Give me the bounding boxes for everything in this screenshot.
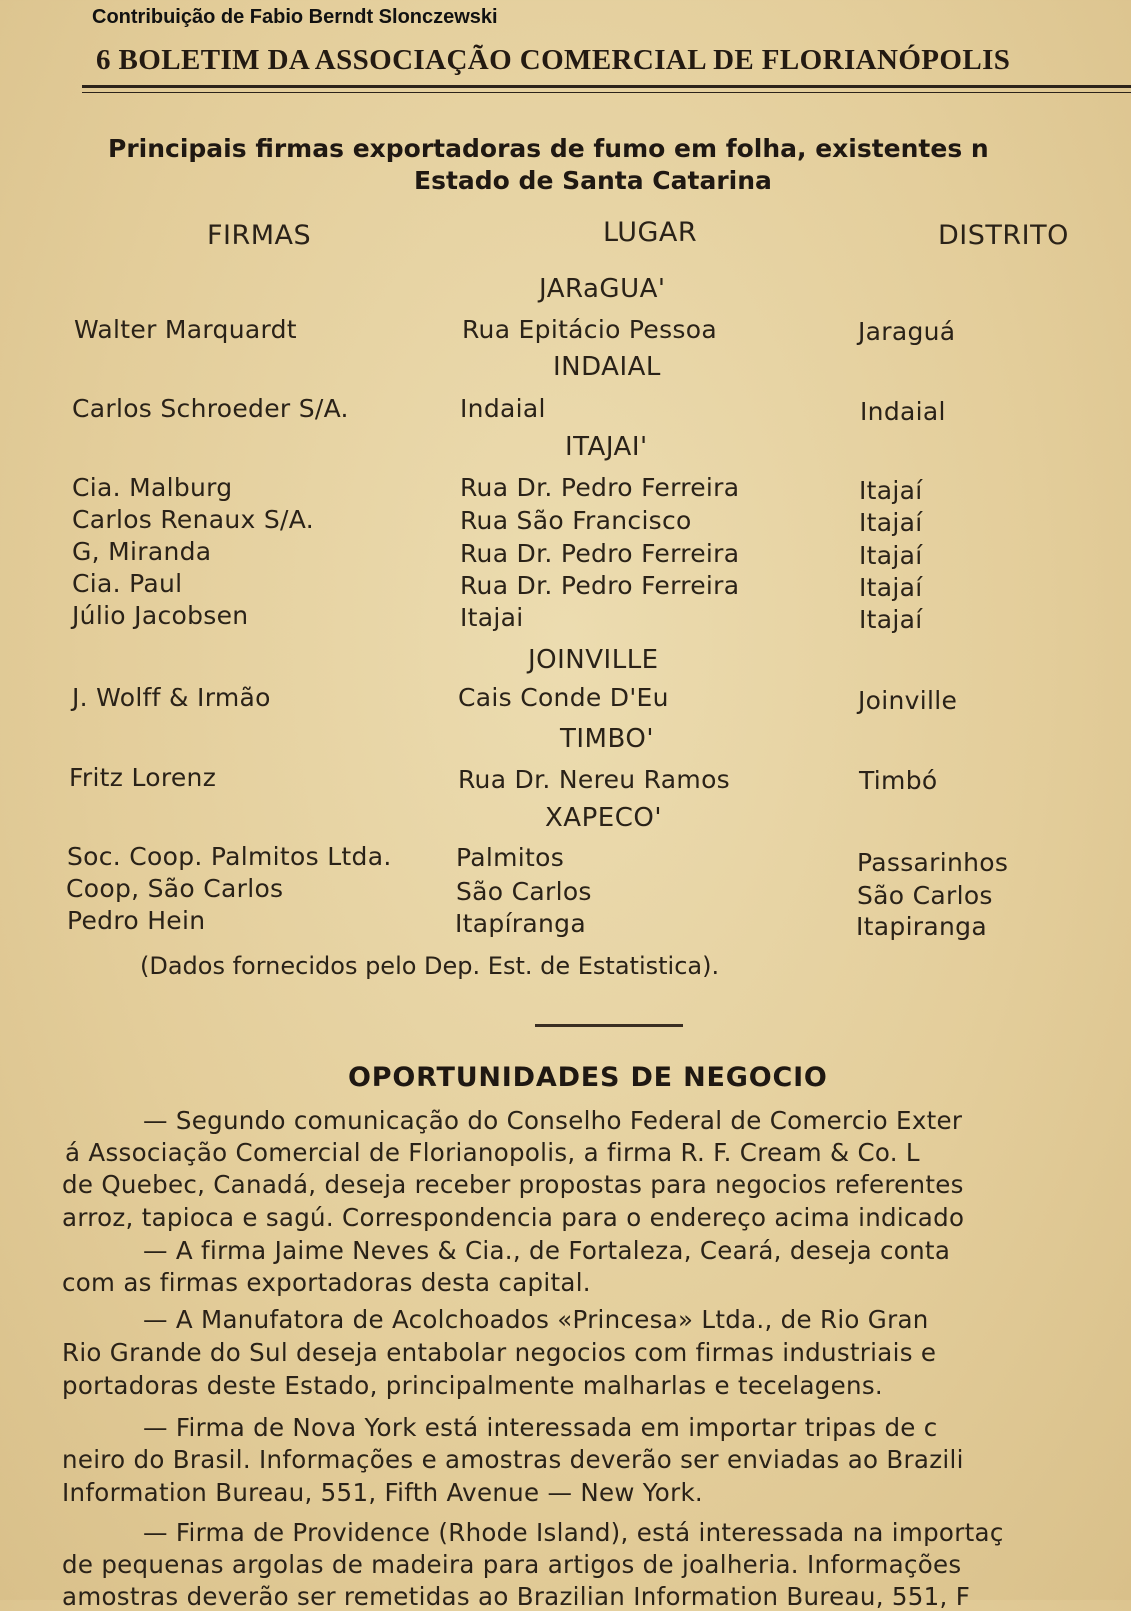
region-heading: INDAIAL xyxy=(553,352,661,382)
paragraph-line: á Associação Comercial de Florianopolis, a firma R. F. Cream & Co. L xyxy=(65,1138,920,1167)
table-cell-distrito: Timbó xyxy=(859,766,938,795)
table-cell-lugar: Cais Conde D'Eu xyxy=(458,683,669,712)
paragraph-line: portadoras deste Estado, principalmente malharlas e tecelagens. xyxy=(62,1371,883,1400)
paragraph-line: Rio Grande do Sul deseja entabolar negocios com firmas industriais e xyxy=(62,1338,937,1367)
region-heading: JOINVILLE xyxy=(528,645,659,675)
table-cell-lugar: Rua Dr. Nereu Ramos xyxy=(458,765,730,794)
table-cell-distrito: Itajaí xyxy=(859,605,923,634)
table-cell-lugar: Itajai xyxy=(460,603,524,632)
table-cell-firma: G, Miranda xyxy=(72,537,212,566)
table-cell-lugar: Palmitos xyxy=(456,843,565,872)
table-cell-firma: J. Wolff & Irmão xyxy=(72,683,271,712)
column-header-firmas: FIRMAS xyxy=(207,220,312,251)
table-cell-distrito: Itajaí xyxy=(859,476,923,505)
table-cell-distrito: Itapiranga xyxy=(856,912,987,941)
table-cell-lugar: Itapíranga xyxy=(455,909,586,938)
paragraph-line: — A firma Jaime Neves & Cia., de Fortaleza, Ceará, deseja conta xyxy=(143,1236,951,1265)
paragraph-line: com as firmas exportadoras desta capital. xyxy=(62,1268,591,1297)
table-cell-lugar: Rua Dr. Pedro Ferreira xyxy=(460,571,740,600)
region-heading: TIMBO' xyxy=(560,724,654,754)
table-cell-firma: Pedro Hein xyxy=(67,906,206,935)
table-cell-distrito: São Carlos xyxy=(857,881,993,910)
table-cell-firma: Carlos Schroeder S/A. xyxy=(72,394,349,423)
paragraph-line: — A Manufatora de Acolchoados «Princesa» Ltda., de Rio Gran xyxy=(143,1305,929,1334)
table-cell-firma: Coop, São Carlos xyxy=(66,874,284,903)
paragraph-line: arroz, tapioca e sagú. Correspondencia para o endereço acima indicado xyxy=(62,1203,965,1232)
table-cell-lugar: Rua Dr. Pedro Ferreira xyxy=(460,473,740,502)
column-header-lugar: LUGAR xyxy=(603,217,698,248)
table-cell-distrito: Joinville xyxy=(858,686,958,715)
header-rule-thin xyxy=(82,92,1131,93)
paragraph-line: — Firma de Providence (Rhode Island), está interessada na importaç xyxy=(143,1518,1004,1547)
paragraph-line: — Segundo comunicação do Conselho Federal de Comercio Exter xyxy=(143,1106,963,1135)
paragraph-line: de pequenas argolas de madeira para artigos de joalheria. Informações xyxy=(62,1550,962,1579)
table-cell-firma: Soc. Coop. Palmitos Ltda. xyxy=(67,842,392,871)
table-title-line2: Estado de Santa Catarina xyxy=(414,166,772,195)
paragraph-line: amostras deverão ser remetidas ao Brazilian Information Bureau, 551, F xyxy=(62,1582,971,1611)
bulletin-header: 6 BOLETIM DA ASSOCIAÇÃO COMERCIAL DE FLORIANÓPOLIS xyxy=(96,44,1011,76)
paragraph-line: — Firma de Nova York está interessada em importar tripas de c xyxy=(143,1413,938,1442)
region-heading: ITAJAI' xyxy=(565,432,648,462)
table-cell-distrito: Itajaí xyxy=(859,508,923,537)
table-cell-distrito: Itajaí xyxy=(859,541,923,570)
table-cell-lugar: Rua Dr. Pedro Ferreira xyxy=(460,539,740,568)
table-cell-distrito: Itajaí xyxy=(859,573,923,602)
region-heading: JARaGUA' xyxy=(539,274,666,304)
table-cell-firma: Fritz Lorenz xyxy=(69,763,217,792)
header-rule-thick xyxy=(82,85,1131,88)
column-header-distrito: DISTRITO xyxy=(938,220,1069,251)
paragraph-line: de Quebec, Canadá, deseja receber propostas para negocios referentes xyxy=(62,1170,964,1199)
table-cell-firma: Cia. Paul xyxy=(72,569,183,598)
table-cell-lugar: Rua São Francisco xyxy=(460,506,692,535)
table-cell-lugar: Rua Epitácio Pessoa xyxy=(462,315,717,344)
table-cell-firma: Júlio Jacobsen xyxy=(72,601,249,630)
table-cell-firma: Cia. Malburg xyxy=(72,473,233,502)
region-heading: XAPECO' xyxy=(545,803,662,833)
table-cell-firma: Carlos Renaux S/A. xyxy=(72,505,314,534)
table-cell-distrito: Indaial xyxy=(860,397,946,426)
paragraph-line: neiro do Brasil. Informações e amostras deverão ser enviadas ao Brazili xyxy=(62,1445,964,1474)
paragraph-line: Information Bureau, 551, Fifth Avenue — New York. xyxy=(62,1478,704,1507)
contribution-credit: Contribuição de Fabio Berndt Slonczewski xyxy=(92,6,498,28)
table-cell-firma: Walter Marquardt xyxy=(74,315,297,344)
table-title-line1: Principais firmas exportadoras de fumo em folha, existentes n xyxy=(108,134,989,163)
table-cell-lugar: Indaial xyxy=(460,394,546,423)
section-title: OPORTUNIDADES DE NEGOCIO xyxy=(348,1062,828,1093)
section-divider xyxy=(535,1024,683,1027)
source-note: (Dados fornecidos pelo Dep. Est. de Estatistica). xyxy=(140,952,720,980)
table-cell-distrito: Passarinhos xyxy=(857,848,1009,877)
table-cell-distrito: Jaraguá xyxy=(858,317,956,346)
table-cell-lugar: São Carlos xyxy=(456,877,592,906)
